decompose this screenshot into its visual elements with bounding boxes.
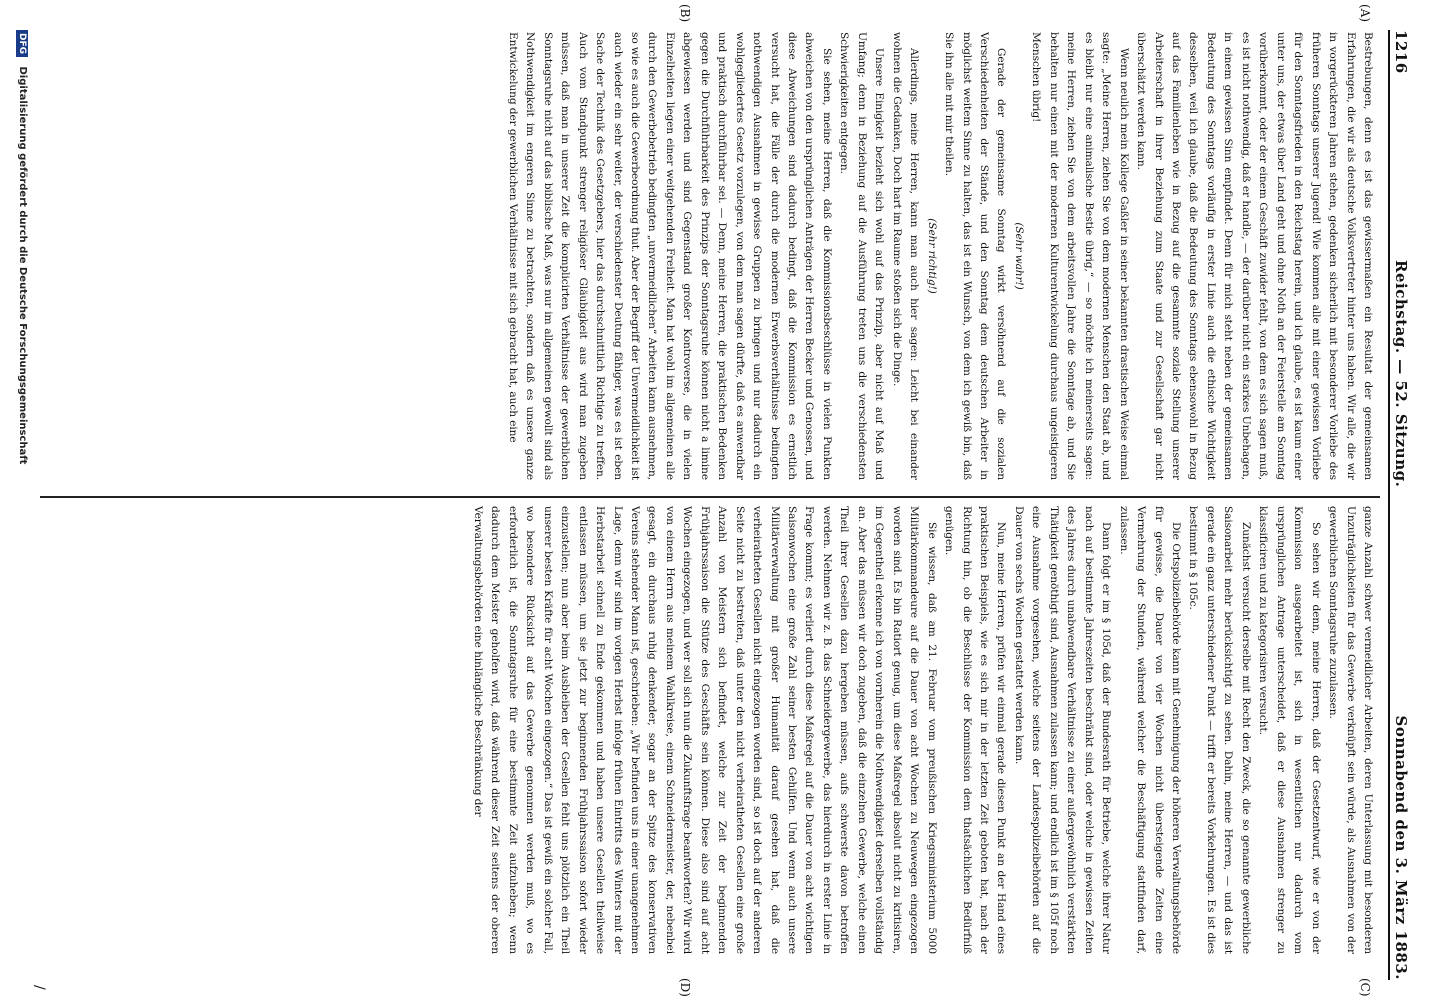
page-number: 1216 — [1392, 30, 1410, 74]
left-paragraph-5: Unsere Einigkeit bezieht sich wohl auf das Prinzip, aber nicht auf Maß und Umfang; denn in Beziehung auf die Ausführung treten uns die verschiedensten Schwierigkeiten entgegen. — [838, 32, 886, 480]
header-rule — [1388, 30, 1390, 980]
right-paragraph-1: ganze Anzahl schwer vermeidlicher Arbeiten, deren Unterlassung mit besonderen Unzuträglichkeiten für das Gewerbe verknüpft sein würde, als Ausnahmen von der gewerblichen Sonntagsruhe zuzulassen. — [1327, 506, 1374, 954]
digitization-footer — [4, 30, 28, 980]
margin-marker-d: (D) — [678, 978, 692, 997]
right-paragraph-6: Nun, meine Herren, prüfen wir einmal gerade diesen Punkt an der Hand eines praktischen Beispiels, wie es sich mir in der letzten Zeit geboten hat, nach der Richtung hin, ob die Beschlüsse der Kommission dem thatsächlichen Bedürfniß genügen. — [943, 506, 1008, 954]
session-date: Sonnabend den 3. März 1883. — [1392, 715, 1410, 980]
margin-marker-a: (A) — [1358, 4, 1372, 23]
margin-slash: / — [31, 985, 47, 990]
left-paragraph-3: Gerade der gemeinsame Sonntag wirkt versöhnend auf die sozialen Verschiedenheiten der Stände, und den Sonntag dem deutschen Arbeiter in möglichst weitem Sinne zu halten, das ist ein Wunsch, von dem ich gewiß bin, daß Sie ihn alle mit mir theilen. — [943, 32, 1008, 480]
left-paragraph-2: Wenn neulich mein Kollege Gaßler in seiner bekannten drastischen Weise einmal sagte: „Meine Herren, ziehen Sie von dem modernen Menschen den Staat ab, und es bleibt nur eine animalische Bestie übrig,“ — so möchte ich meinerseits sagen: meine Herren, ziehen Sie von dem arbeitsvollen Jahre die Sonntage ab, und Sie behalten nur einen mit der modernen Kulturentwickelung durchaus ungeistigeren Menschen übrig! — [1030, 32, 1130, 480]
right-paragraph-7: Sie wissen, daß am 21. Februar vom preußischen Kriegsministerium 5000 Militärkommandeure auf die Dauer von acht Wochen zu Neuwegen eingezogen worden sind. Es bin Ratiort genug, um diese Maßregel absolut nicht zu kritisiren, im Gegentheil erkenne ich von vornherein die Nothwendigkeit derselben vollständig an. Aber das müssen wir doch zugeben, daß die einzelnen Gewerbe, welche einen Theil ihrer Gesellen dazu hergeben müssen, aufs schwerste davon betroffen werden. Nehmen wir z. B. das Schneidergewerbe, das hierdurch in erster Linie in Frage kommt; es verliert durch diese Maßregel auf die Dauer von acht wichtigen Saisonwochen eine große Zahl seiner besten Gehilfen. Und wenn auch unsere Militärverwaltung mit großer Humanität darauf gesehen hat, daß die verheiratheten Gesellen nicht eingezogen worden sind, so ist doch auf der anderen Seite nicht zu bestreiten, daß unter den nicht verheiratheten Gesellen eine große Anzahl von Meistern sich befindet, welche zur Zeit der beginnenden Frühjahrssaison die Stütze des Geschäfts sein können. Diese also sind auf acht Wochen eingezogen, und wer soll sich nun die Zukunftsfrage beantworten? Wir wird von einem Herrn aus meinem Wahlkreise, einem Schneidermeister, der, nebenbei gesagt, ein durchaus ruhig denkender, sogar an der Spitze des konservativen Vereins stehender Mann ist, geschrieben: „Wir befinden uns in einer unangenehmen Lage, denn wir sind im vorigen Herbst infolge frühen Eintritts des Winters mit der Herbstarbeit schnell zu Ende gekommen und haben unsere Gesellen theilweise entlassen müssen, um sie jetzt zur beginnenden Frühjahrssaison sofort wieder einzustellen; nun aber beim Ausbleiben der Gesellen fehlt uns plötzlich ein Theil unserer besten Kräfte für acht Wochen eingezogen.“ Das ist gewiß ein solcher Fall, wo besondere Rücksicht auf das Gewerbe genommen werden muß, wo es erforderlich ist, die Sonntagsruhe für eine bestimmte Zeit aufzuheben; wenn dadurch dem Meister geholfen wird, daß während dieser Zeit seitens der oberen Verwaltungsbehörden eine hinlängliche Beschränkung der — [471, 506, 938, 954]
right-paragraph-3: Zunächst versucht derselbe mit Recht den Zweck, die so genannte gewerbliche Saisonarbeit mehr berücksichtigt zu sehen. Dahin, meine Herren, — und das ist gerade ein ganz unterschiedener Punkt — trifft er bereits Vorkehrungen. Es ist dies bestimmt in § 105c. — [1187, 506, 1252, 954]
left-paragraph-6: Sie sehen, meine Herren, daß die Kommissionsbeschlüsse in vielen Punkten abweichen von den ursprünglichen Anträgen der Herren Becker und Genossen, und diese Abweichungen sind dadurch bedingt, daß die Kommission es ernstlich versucht hat, die Fälle der durch die modernen Erwerbsverhältnisse bedingten nothwendigen Ausnahmen in gewisse Gruppen zu bringen und nur dadurch ein wohlgegliedertes Gesetz vorzulegen, von dem man sagen dürfte, daß es anwendbar und praktisch durchführbar sei. — Denn, meine Herren, die praktischen Bedenken gegen die Durchführbarkeit des Prinzips der Sonntagsruhe können nicht a limine abgewiesen werden und sind Gegenstand großer Kontroverse, die in vielen Einzelheiten liegen einer weitgehenden Freiheit. Man hat wohl im allgemeinen alle durch den Gewerbebetrieb bedingten „unvermeidlichen“ Arbeiten kann ausnehmen, so wie es auch die Gewerbeordnung thut. Aber der Begriff der Unvermeidlichkeit ist auch wieder ein sehr weiter, der verschiedenster Deutung fähiger, was es ist eben Sache der Technik des Gesetzgebers, hier das durchschnittlich Richtige zu treffen. Auch vom Standpunkt strenger religiöser Gläubigkeit aus wird man zugeben müssen, daß man in unserer Zeit die komplicirten Verhältnisse der gewerblichen Sonntagsruhe nicht auf das biblische Maß, was nur im allgemeinen gewollt sind als Nothwendigkeit im engeren Sinne zu betrachten, sondern daß es unsere ganze Entwickelung der gewerblichen Verhältnisse mit sich gebracht hat, auch eine — [506, 32, 833, 480]
left-column — [86, 32, 1376, 480]
margin-marker-b: (B) — [678, 4, 692, 23]
left-paragraph-4: Allerdings, meine Herren, kann man auch hier sagen: Leicht bei einander wohnen die Gedanken, Doch hart im Raume stoßen sich die Dinge. — [890, 32, 921, 480]
right-paragraph-4: Die Ortspolizeibehörde kann mit Genehmigung der höheren Verwaltungsbehörde für gewisse, die Dauer von vier Wochen nicht übersteigende Zeiten eine Vermehrung der Stunden, während welcher die Beschäftigung stattfinden darf, zulassen. — [1117, 506, 1183, 954]
left-paragraph-1: Bestrebungen, denn es ist das gewissermaßen ein Resultat der gemeinsamen Erfahrungen, die wir als deutsche Volksvertreter hinter uns haben. Wir alle, die wir in vorgerückteren Jahren stehen, gedenken sicherlich mit besonderer Vorliebe des früheren Sonntags unserer Jugend! Wie kommen alle mit einer gewissen Vorliebe für den Sonntagsfrieden in den Reichstag herein, und ich glaube, es ist kaum einer unter uns, der etwas über Land geht und ohne Noth an der Feierstelle am Sonntag vorüberkommt, oder der einem Geschäft zuwider fehlt, von dem es sich sagen muß, es ist nicht nothwendig, daß er handle, — der darüber nicht ein starkes Unbehagen, in einem gewissen Sinn empfindet. Denn für mich steht neben der gemeinsamen Bedeutung des Sonntags vorläufig in erster Linie auch die ethische Wichtigkeit desselben, weil ich glaube, daß die Bedeutung des Sonntags ebensowohl in Bezug auf das Familienleben wie in Bezug auf die gesammte soziale Stellung unserer Arbeiterschaft in ihrer Beziehung zum Staate und zur Gesellschaft gar nicht überschätzt werden kann. — [1135, 32, 1374, 480]
page-header — [1378, 30, 1428, 980]
right-column — [86, 506, 1376, 954]
right-paragraph-2: So sehen wir denn, meine Herren, daß der Gesetzentwurf, wie er von der Kommission ausgearbeitet ist, sich in wesentlichen nur dadurch vom ursprünglichen Antrage unterscheidet, daß er diese Ausnahmen strenger zu klassificiren und zu kategorisiren versucht. — [1257, 506, 1322, 954]
right-paragraph-5: Dann folgt er im § 105d, daß der Bundesrath für Betriebe, welche ihrer Natur nach auf bestimmte Jahreszeiten beschränkt sind, oder welche in gewissen Zeiten des Jahres durch unabwendbare Verhältnisse zu einer außergewöhnlich verstärkten Thätigkeit genöthigt sind, Ausnahmen zulassen kann; und endlich ist im § 105f noch eine Ausnahme vorgesehen, welche seitens der Landespolizeibehörden auf die Dauer von sechs Wochen gestattet werden kann. — [1012, 506, 1113, 954]
margin-marker-c: (C) — [1358, 978, 1372, 997]
dfg-logo: DFG — [16, 30, 28, 57]
session-title: Reichstag. — 52. Sitzung. — [1392, 260, 1410, 488]
left-applause-1: (Sehr wahr!) — [1012, 222, 1025, 290]
column-divider — [40, 496, 1380, 498]
footer-text: Digitalisierung gefördert durch die Deutsche Forschungsgemeinschaft — [17, 66, 28, 465]
left-applause-2: (Sehr richtig!) — [925, 218, 938, 294]
